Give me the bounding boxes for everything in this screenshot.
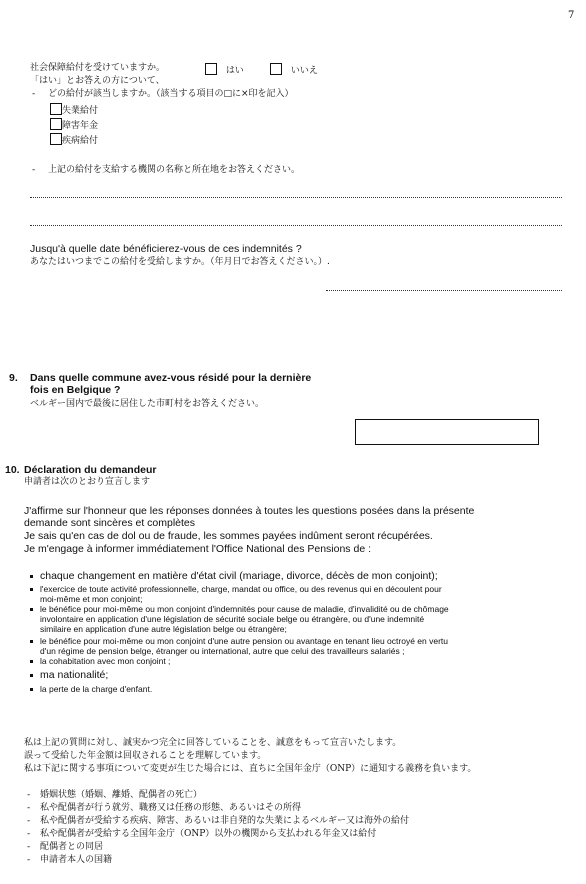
bullet-marker [30,660,33,663]
dash-marker: - [27,855,31,865]
bullet-pension-line2: d'un régime de pension belge, étranger ou international, autre que celui des travailleurs salariés ; [40,646,405,656]
dash-marker: - [27,790,31,800]
bullet-marker [30,588,33,591]
dash-marker: - [27,803,31,813]
bullet-nationality: ma nationalité; [40,669,109,681]
unemployment-checkbox[interactable] [50,103,62,115]
declaration-para3: Je m'engage à informer immédiatement l'Office National des Pensions de : [24,543,371,555]
option-disability[interactable] [50,118,98,132]
bullet-sickness-line1: le bénéfice pour moi-même ou mon conjoint d'indemnités pour cause de maladie, d'invalidité ou de chômage [40,604,449,614]
yes-label: はい [225,66,244,76]
declaration-para2: Je sais qu'en cas de dol ou de fraude, les sommes payées indûment seront récupérées. [24,530,433,542]
no-label: いいえ [290,66,318,76]
bullet-marker [30,640,33,643]
section10-subtitle: 申請者は次のとおり宣言します [24,477,151,487]
bullet-sickness-benefits [40,604,449,634]
until-question-jp: あなたはいつまでこの給付を受給しますか。（年月日でお答えください。）. [30,257,330,267]
bullet-civil-status: chaque changement en matière d'état civil (mariage, divorce, décès de mon conjoint); [40,570,438,582]
institution-question: 上記の給付を支給する機関の名称と所在地をお答えください。 [48,165,301,175]
dash-marker: - [27,816,31,826]
bullet-marker [30,688,33,691]
no-option[interactable] [270,63,318,77]
jp-item-cohabitation: 配偶者との同居 [40,842,104,852]
dash-marker: - [27,829,31,839]
bullet-child-loss: la perte de la charge d'enfant. [40,684,153,694]
yes-checkbox[interactable] [205,63,217,75]
section10-number: 10. [5,464,20,476]
jp-item-pension: 私や配偶者が受給する全国年金庁（ONP）以外の機関から支払われる年金又は給付 [40,829,377,839]
institution-line-1[interactable] [30,197,562,198]
jp-item-sickness: 私や配偶者が受給する疾病、障害、あるいは非自発的な失業によるベルギー又は海外の給付 [40,816,410,826]
dash-marker: - [32,165,36,175]
bullet-sickness-line2: involontaire en application d'une législation de sécurité sociale belge ou étrangère, ou d'une indemnité [40,614,425,624]
jp-item-nationality: 申請者本人の国籍 [40,855,113,865]
page-number: 7 [568,10,575,21]
section10-title: Déclaration du demandeur [24,464,157,476]
bullet-marker [30,674,33,677]
section9-title-line1: Dans quelle commune avez-vous résidé pour la dernière [30,372,312,384]
dash-marker: - [32,89,36,99]
bullet-marker [30,608,33,611]
benefits-question-text: 社会保障給付を受けていますか。 [30,63,166,73]
jp-item-work: 私や配偶者が行う就労、職務又は任務の形態、あるいはその所得 [40,803,302,813]
dash-marker: - [27,842,31,852]
section9-title-line2: fois en Belgique ? [30,384,121,396]
no-checkbox[interactable] [270,63,282,75]
institution-line-2[interactable] [30,225,562,226]
until-date-line[interactable] [326,290,562,291]
option-sickness-label: 疾病給付 [62,136,99,146]
declaration-para1-line1: J'affirme sur l'honneur que les réponses données à toutes les questions posées dans la présente [24,505,475,517]
bullet-marker [30,575,33,578]
bullet-cohabitation: la cohabitation avec mon conjoint ; [40,656,171,666]
commune-input-box[interactable] [355,419,539,445]
jp-declaration-para2: 誤って受給した年金額は回収されることを理解しています。 [24,751,267,761]
section9-number: 9. [9,372,18,384]
jp-item-marital: 婚姻状態（婚姻、離婚、配偶者の死亡） [40,790,203,800]
jp-declaration-para3: 私は下記に関する事項について変更が生じた場合には、直ちに全国年金庁（ONP）に通知する義務を負います。 [24,764,477,774]
option-disability-label: 障害年金 [62,121,99,131]
yes-option[interactable] [205,63,244,77]
declaration-para1-line2: demande sont sincères et complètes [24,517,196,529]
option-unemployment-label: 失業給付 [62,106,99,116]
bullet-other-pension [40,636,448,656]
section9-title [30,372,390,396]
bullet-professional-activity [40,584,442,604]
benefits-question [30,63,165,74]
which-benefit-text: どの給付が該当しますか。（該当する項目の□に×印を記入） [48,89,294,99]
bullet-sickness-line3: similaire en application d'une autre législation belge ou étrangère; [40,624,287,634]
option-sickness[interactable] [50,133,98,147]
if-yes-text: 「はい」とお答えの方について、 [30,76,165,86]
disability-checkbox[interactable] [50,118,62,130]
bullet-professional-line1: l'exercice de toute activité professionnelle, charge, mandat ou office, ou des revenus qui en découlent pour [40,584,442,594]
bullet-professional-line2: moi-même et mon conjoint; [40,594,143,604]
declaration-para1 [24,505,579,529]
bullet-pension-line1: le bénéfice pour moi-même ou mon conjoint d'une autre pension ou avantage en tenant lieu octroyé en vertu [40,636,448,646]
option-unemployment[interactable] [50,103,98,117]
section9-subtitle: ベルギー国内で最後に居住した市町村をお答えください。 [30,399,265,409]
jp-declaration-para1: 私は上記の質問に対し、誠実かつ完全に回答していることを、誠意をもって宣言いたします。 [24,738,402,748]
sickness-checkbox[interactable] [50,133,62,145]
until-question-fr: Jusqu'à quelle date bénéficierez-vous de ces indemnités ? [30,243,302,255]
